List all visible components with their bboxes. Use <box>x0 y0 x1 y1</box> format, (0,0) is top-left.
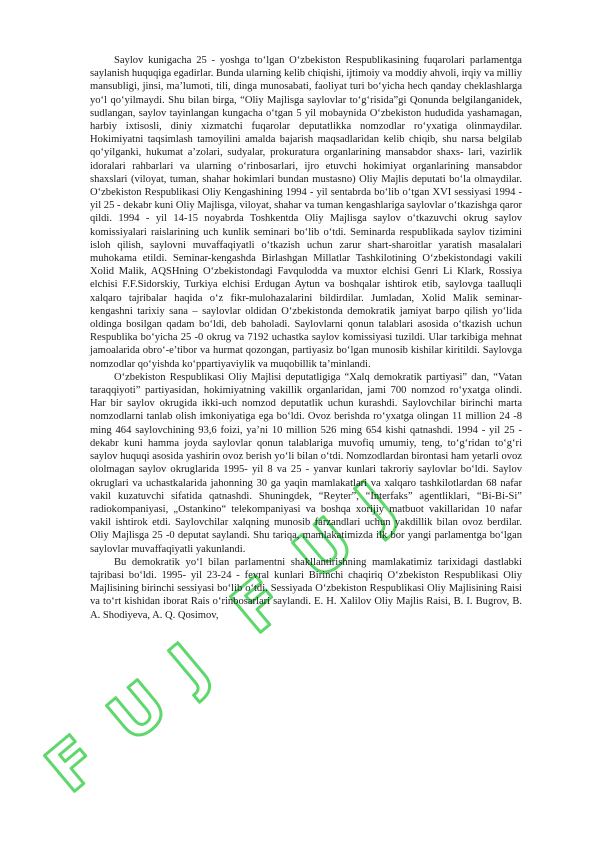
watermark-letter: J <box>342 468 409 541</box>
watermark-letter: F <box>218 563 300 649</box>
paragraph-1: Saylov kunigacha 25 - yoshga to‘lgan O‘zbekiston Respublikasining fuqarolari parlamentga saylanish huquqiga egadirlar. Bunda ularning kelib chiqishi, ijtimoiy va moddiy ahvoli, irqiy va milliy mansubligi, jinsi, ma’lumoti, tili, dinga munosabati, faoliyat turi bo‘yicha hech qanday cheklashlarga yo‘l qo‘yilmaydi. Shu bilan birga, “Oliy Majlisga saylovlar to‘g‘risida”gi Qonunda belgilanganidek, sudlangan, saylov tayinlangan kungacha o‘tgan 5 yil mobaynida O‘zbekiston hududida yashamagan, harbiy ixtisosli, diniy xizmatchi fuqarolar deputatlikka nomzodlar ro‘yxatiga olinmaydilar. Hokimiyatni taqsimlash tamoyilini amalda bajarish maqsadlaridan kelib chiqib, shu narsa belgilab qo‘yilganki, hukumat a’zolari, sudyalar, prokuratura organlarining mansabdor shaxs- lari, vazirlik idoralari rahbarlari va ularning o‘rinbosarlari, ijro etuvchi hokimiyat organlarining mansabdor shaxslari (viloyat, tuman, shahar hokimlari bundan mustasno) Oliy Majlis deputati bo‘la olmaydilar. O‘zbekiston Respublikasi Oliy Kengashining 1994 - yil sentabrda bo‘lib o‘tgan XVI sessiyasi 1994 - yil 25 - dekabr kuni Oliy Majlisga, viloyat, shahar va tuman kengashlariga saylovlar o‘tkazishga qaror qildi. 1994 - yil 14-15 noyabrda Toshkentda Oliy Majlisga saylov o‘tkazuvchi okrug saylov komissiyalari raislarining uch kunlik seminari bo‘lib o‘tdi. Seminarda respublikada saylov tizimini isloh qilish, saylovni muvaffaqiyatli o‘tkazish uchun zarur shart-sharoitlar yaratish masalalari muhokama etildi. Seminar-kengashda Birlashgan Millatlar Tashkilotining O‘zbekistondagi vakili Xolid Malik, AQSHning O‘zbekistondagi Favqulodda va muxtor elchisi Genri Li Klark, Rossiya elchisi F.F.Sidorskiy, Turkiya elchisi Erdugan Aytun va boshqalar ishtirok etib, saylovga taalluqli xalqaro tajribalar haqida o‘z fikr-mulohazalarini bildirdilar. Jumladan, Xolid Malik seminar-kengashni tarixiy sana – saylovlar oldidan O‘zbekistonda demokratik jamiyat barpo qilish yo‘lida oldinga bosilgan qadam bo‘ldi, deb baholadi. Saylovlarni qonun talablari asosida o‘tkazish uchun Respublika bo‘yicha 25 -0 okrug va 7192 uchastka saylov komissiyasi tuzildi. Ular tarkibiga mehnat jamoalarida obro‘-e’tibor va hurmat qozongan, partiyasiz bo‘lgan munosib kishilar kiritildi. Saylovga nomzodlar qo‘yishda ko‘ppartiyaviylik va muqobillik ta’minlandi. <box>90 55 522 370</box>
watermark-letter: F <box>32 722 114 808</box>
watermark-letter: U <box>280 504 369 595</box>
watermark-letter: U <box>94 667 183 758</box>
paragraph-2: O‘zbekiston Respublikasi Oliy Majlisi deputatligiga “Xalq demokratik partiyasi” dan, “Vatan taraqqiyoti” partiyasidan, hokimiyatning vakillik organlaridan, jami 700 nomzod ro‘yxatga olindi. Har bir saylov okrugida ikki-uch nomzod deputatlik uchun kurashdi. Saylovchilar birinchi marta nomzodlarni tanlab olish imkoniyatiga ega bo‘ldi. Ovoz berishda ro‘yxatga olingan 11 million 24 -8 ming 464 saylovchining 93,6 foizi, ya’ni 10 million 526 ming 654 kishi qatnashdi. 1994 - yil 25 - dekabr kuni hamma joyda saylovlar qonun talablariga muvofiq umumiy, teng, to‘g‘ridan to‘g‘ri saylov huquqi asosida yashirin ovoz berish yo‘li bilan o‘tdi. Nomzodlardan birontasi ham yetarli ovoz ololmagan saylov okruglarida 1995- yil 8 va 25 - yanvar kunlari takroriy saylovlar bo‘ldi. Saylov okruglari va uchastkalarida jahonning 30 ga yaqin mamlakatlari va xalqaro tashkilotlardan 68 nafar vakil kuzatuvchi sifatida qatnashdi. Shuningdek, “Reyter”, “Interfaks” agentliklari, “Bi-Bi-Si” radiokompaniyasi, „Ostankino“ telekompaniyasi va boshqa xorijiy matbuot vakillaridan 10 nafar vakil ishtirok etdi. Saylovchilar xalqning munosib farzandlari uchun yakdillik bilan ovoz berdilar. Oliy Majlisga 25 -0 deputat saylandi. Shu tariqa, mamlakatimizda ilk bor yangi parlamentga bo‘lgan saylovlar muvaffaqiyatli yakunlandi. <box>90 371 522 555</box>
paragraph-3: Bu demokratik yo‘l bilan parlamentni shakllantirishning mamlakatimiz tarixidagi dastlabki tajribasi bo‘ldi. 1995- yil 23-24 - fevral kunlari Birinchi chaqiriq O‘zbekiston Respublikasi Oliy Majlisining birinchi sessiyasi bo‘lib o‘tdi. Sessiyada O‘zbekiston Respublikasi Oliy Majlisining Raisi va to‘rt kishidan iborat Rais o‘rinbosarlari saylandi. E. H. Xalilov Oliy Majlis Raisi, B. I. Bugrov, B. A. Shodiyeva, A. Q. Qosimov, <box>90 556 522 621</box>
document-page <box>90 54 522 622</box>
watermark-letter: J <box>156 630 223 703</box>
